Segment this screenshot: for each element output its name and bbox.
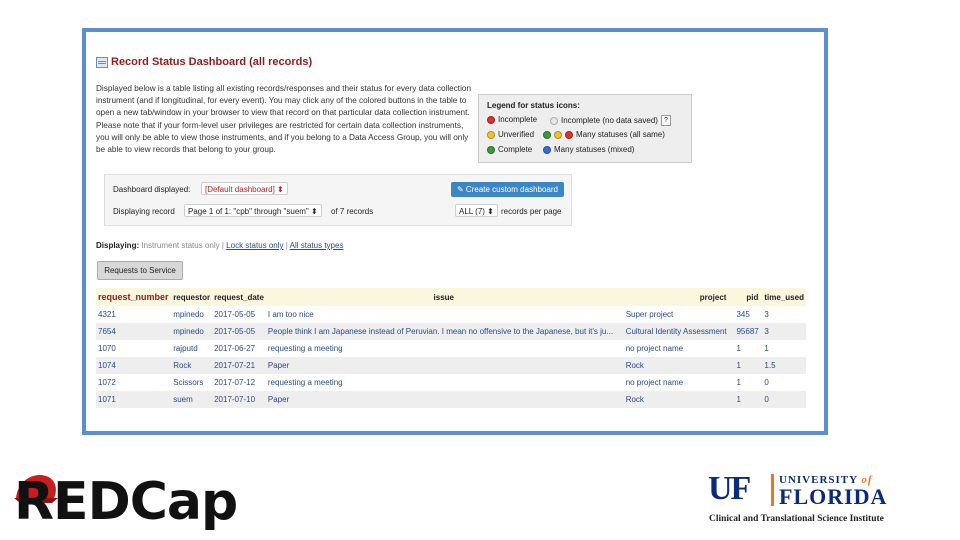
table-cell-request-date: 2017-05-05: [212, 323, 266, 340]
column-header[interactable]: issue: [266, 288, 622, 306]
legend-item-many-mixed: [543, 145, 634, 154]
records-per-page-label: records per page: [501, 207, 562, 216]
table-row: [96, 340, 806, 357]
requests-to-service-button[interactable]: Requests to Service: [97, 261, 183, 280]
help-icon[interactable]: ?: [661, 115, 671, 126]
table-cell-pid: 95687: [734, 323, 762, 340]
redcap-logo-text: REDCap: [14, 472, 238, 532]
table-cell-request-date: 2017-07-12: [212, 374, 266, 391]
create-custom-dashboard-button[interactable]: ✎ Create custom dashboard: [451, 182, 564, 197]
table-cell-request-number[interactable]: 7654: [96, 323, 171, 340]
legend-label: Complete: [498, 145, 533, 154]
table-cell-request-date: 2017-06-27: [212, 340, 266, 357]
legend-label: Many statuses (all same): [576, 130, 665, 139]
displaying-record-label: Displaying record: [113, 207, 175, 216]
table-cell-issue: requesting a meeting: [266, 340, 622, 357]
legend-label: Many statuses (mixed): [554, 145, 635, 154]
table-cell-project: no project name: [622, 340, 735, 357]
dashboard-select[interactable]: [Default dashboard] ⬍: [201, 182, 288, 195]
red-status-icon: [487, 116, 495, 124]
table-cell-issue: I am too nice: [266, 306, 622, 323]
table-row: [96, 306, 806, 323]
green-status-icon: [487, 146, 495, 154]
uf-logo-letters: UF: [708, 470, 750, 507]
table-cell-issue: Paper: [266, 391, 622, 408]
separator: |: [221, 241, 224, 250]
legend-item-incomplete-no-data: [550, 115, 671, 126]
table-cell-project: no project name: [622, 374, 735, 391]
legend-item-incomplete: [487, 115, 537, 124]
legend-label: Incomplete (no data saved): [561, 116, 658, 125]
table-cell-request-number[interactable]: 1070: [96, 340, 171, 357]
dashboard-screenshot-frame: [82, 28, 828, 435]
gray-status-icon: [550, 117, 558, 125]
table-icon: [96, 57, 108, 68]
table-cell-issue: People think I am Japanese instead of Peruvian. I mean no offensive to the Japanese, but it's ju...: [266, 323, 622, 340]
table-cell-requestor: mpinedo: [171, 323, 212, 340]
separator: |: [285, 241, 288, 250]
table-header-row: [96, 288, 806, 306]
column-header[interactable]: requestor: [171, 288, 212, 306]
table-cell-pid: 1: [734, 374, 762, 391]
blue-status-icon: [543, 146, 551, 154]
table-row: [96, 391, 806, 408]
description-text: Displayed below is a table listing all existing records/responses and their status for every data collection instrument (and if longitudinal, for every event). You may click any of the colored buttons in the table to open a new tab/window in your browser to view that record on that particular data collection instrument. Please note that if your form-level user privileges are restricted for certain data collection instruments, you will only be able to view those instruments, and if you belong to a Data Access Group, you will only be able to view records that belong to your group.: [96, 84, 471, 155]
legend-heading: Legend for status icons:: [487, 101, 580, 110]
legend-item-complete: [487, 145, 532, 154]
table-cell-pid: 1: [734, 357, 762, 374]
table-row: [96, 374, 806, 391]
table-cell-request-date: 2017-07-10: [212, 391, 266, 408]
legend-label: Incomplete: [498, 115, 538, 124]
table-cell-issue: requesting a meeting: [266, 374, 622, 391]
uf-ctsi-text: Clinical and Translational Science Institute: [709, 514, 884, 524]
table-cell-pid: 1: [734, 391, 762, 408]
displaying-label: Displaying:: [96, 241, 140, 250]
column-header[interactable]: project: [622, 288, 735, 306]
table-cell-project: Cultural Identity Assessment: [622, 323, 735, 340]
records-per-page-select[interactable]: ALL (7) ⬍: [455, 204, 498, 217]
table-row: [96, 357, 806, 374]
table-cell-request-number[interactable]: 1072: [96, 374, 171, 391]
table-cell-requestor: suem: [171, 391, 212, 408]
column-header[interactable]: time_used: [762, 288, 806, 306]
table-cell-request-number[interactable]: 1071: [96, 391, 171, 408]
status-legend: [478, 94, 692, 163]
column-header[interactable]: pid: [734, 288, 762, 306]
dashboard-panel: [96, 50, 814, 421]
table-cell-time-used: 1.5: [762, 357, 806, 374]
table-cell-pid: 345: [734, 306, 762, 323]
table-cell-requestor: mpinedo: [171, 306, 212, 323]
column-header[interactable]: request_date: [212, 288, 266, 306]
uf-of-text: of: [861, 474, 873, 486]
table-cell-project: Rock: [622, 357, 735, 374]
uf-university-text: UNIVERSITY: [779, 474, 858, 486]
record-count-text: of 7 records: [331, 207, 374, 216]
uf-logo-divider: [771, 474, 774, 506]
green-status-icon: [543, 131, 551, 139]
legend-item-unverified: [487, 130, 534, 139]
column-header[interactable]: request_number: [96, 288, 171, 306]
table-cell-time-used: 3: [762, 323, 806, 340]
table-cell-requestor: rajputd: [171, 340, 212, 357]
table-cell-time-used: 0: [762, 374, 806, 391]
table-cell-project: Rock: [622, 391, 735, 408]
table-cell-request-number[interactable]: 1074: [96, 357, 171, 374]
all-status-types-link[interactable]: All status types: [289, 241, 344, 250]
table-cell-pid: 1: [734, 340, 762, 357]
instrument-status-only-option: Instrument status only: [141, 241, 220, 250]
table-cell-requestor: Rock: [171, 357, 212, 374]
table-cell-request-date: 2017-05-05: [212, 306, 266, 323]
legend-label: Unverified: [498, 130, 535, 139]
record-page-select[interactable]: Page 1 of 1: "cpb" through "suem" ⬍: [184, 204, 322, 217]
page-title: [96, 56, 312, 68]
table-cell-requestor: Scissors: [171, 374, 212, 391]
dashboard-displayed-label: Dashboard displayed:: [113, 185, 191, 194]
yellow-status-icon: [554, 131, 562, 139]
legend-item-many-same: [543, 130, 665, 139]
red-status-icon: [565, 131, 573, 139]
display-mode-bar: [96, 241, 343, 250]
table-cell-time-used: 0: [762, 391, 806, 408]
dashboard-controls: [104, 174, 572, 226]
records-table: [96, 288, 806, 408]
table-cell-request-date: 2017-07-21: [212, 357, 266, 374]
table-cell-request-number[interactable]: 4321: [96, 306, 171, 323]
uf-logo-florida: FLORIDA: [779, 484, 888, 509]
table-cell-project: Super project: [622, 306, 735, 323]
table-row: [96, 323, 806, 340]
lock-status-only-link[interactable]: Lock status only: [226, 241, 284, 250]
yellow-status-icon: [487, 131, 495, 139]
table-cell-time-used: 1: [762, 340, 806, 357]
table-cell-time-used: 3: [762, 306, 806, 323]
table-cell-issue: Paper: [266, 357, 622, 374]
page-title-text: Record Status Dashboard (all records): [111, 56, 313, 68]
